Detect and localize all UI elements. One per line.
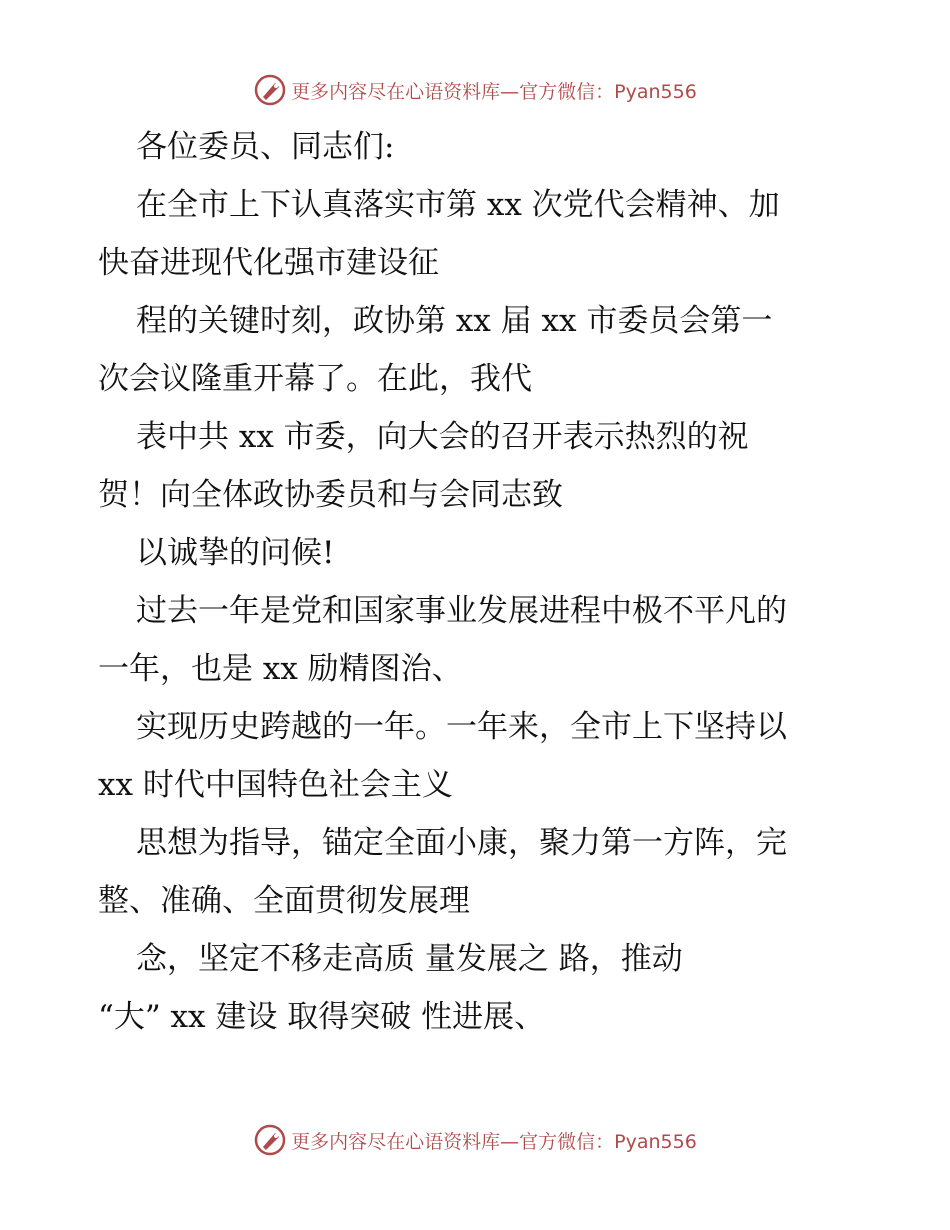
- document-body: [98, 118, 868, 1046]
- paragraph-line: 程的关键时刻，政协第 xx 届 xx 市委员会第一: [136, 303, 773, 339]
- paragraph-line: 次会议隆重开幕了。在此，我代: [98, 361, 532, 397]
- header-banner: [0, 70, 950, 110]
- paragraph-line: xx 时代中国特色社会主义: [98, 767, 453, 803]
- header-banner-text: 更多内容尽在心语资料库—官方微信：Pyan556: [291, 80, 697, 103]
- paragraph-line: 一年，也是 xx 励精图治、: [98, 651, 463, 687]
- paragraph-line: 念，坚定不移走高质 量发展之 路，推动: [136, 941, 683, 977]
- footer-banner-text: 更多内容尽在心语资料库—官方微信：Pyan556: [291, 1130, 697, 1153]
- pen-nib-logo-icon: [253, 73, 287, 107]
- paragraph-line: 各位委员、同志们:: [136, 129, 395, 165]
- paragraph-line: 贺！向全体政协委员和与会同志致: [98, 477, 563, 513]
- paragraph-line: 以诚挚的问候!: [136, 535, 335, 571]
- paragraph-line: 过去一年是党和国家事业发展进程中极不平凡的: [136, 593, 787, 629]
- paragraph-line: “大” xx 建设 取得突破 性进展、: [98, 999, 546, 1035]
- paragraph-line: 实现历史跨越的一年。一年来，全市上下坚持以: [136, 709, 787, 745]
- paragraph-line: 在全市上下认真落实市第 xx 次党代会精神、加: [136, 187, 780, 223]
- pen-nib-logo-icon: [253, 1123, 287, 1157]
- paragraph-line: 表中共 xx 市委，向大会的召开表示热烈的祝: [136, 419, 749, 455]
- footer-banner: [0, 1120, 950, 1160]
- paragraph-line: 思想为指导，锚定全面小康，聚力第一方阵，完: [136, 825, 787, 861]
- paragraph-line: 快奋进现代化强市建设征: [98, 245, 439, 281]
- paragraph-line: 整、准确、全面贯彻发展理: [98, 883, 470, 919]
